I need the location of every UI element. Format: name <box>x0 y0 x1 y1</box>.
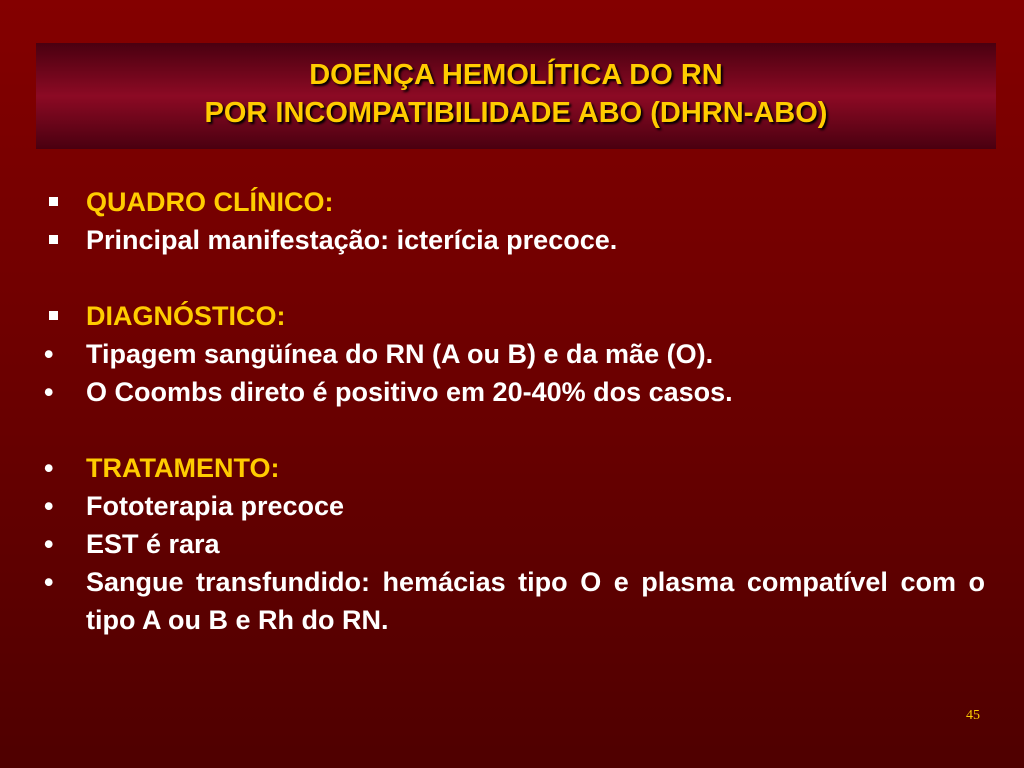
spacer <box>42 411 985 449</box>
slide-title-line-2: POR INCOMPATIBILIDADE ABO (DHRN-ABO) <box>204 97 828 129</box>
list-item-text: O Coombs direto é positivo em 20-40% dos casos. <box>86 377 733 407</box>
list-item: • Tipagem sangüínea do RN (A ou B) e da mãe (O). <box>44 339 714 369</box>
slide-title-line-1: DOENÇA HEMOLÍTICA DO RN <box>309 59 723 91</box>
list-item-text: Principal manifestação: icterícia precoce. <box>86 225 618 255</box>
list-item-text: Sangue transfundido: hemácias tipo O e plasma compatível com o tipo A ou B e Rh do RN. <box>86 567 985 635</box>
heading-text: DIAGNÓSTICO: <box>86 301 286 331</box>
spacer <box>42 259 985 297</box>
list-item: • Sangue transfundido: hemácias tipo O e plasma compatível com o tipo A ou B e Rh do RN. <box>44 567 985 635</box>
section-heading-tratamento: • TRATAMENTO: <box>44 453 280 483</box>
title-bar <box>36 43 996 149</box>
section-heading-diagnostico <box>42 297 985 335</box>
list-item-text: Fototerapia precoce <box>86 491 345 521</box>
slide-content <box>42 183 985 639</box>
heading-text: TRATAMENTO: <box>86 453 280 483</box>
heading-text: QUADRO CLÍNICO: <box>86 187 334 217</box>
list-item-text: EST é rara <box>86 529 220 559</box>
list-item: • O Coombs direto é positivo em 20-40% dos casos. <box>44 377 733 407</box>
list-item: • EST é rara <box>44 529 220 559</box>
list-item <box>42 221 985 259</box>
page-number: 45 <box>966 708 980 723</box>
list-item-text: Tipagem sangüínea do RN (A ou B) e da mãe (O). <box>86 339 714 369</box>
section-heading-quadro-clinico <box>42 183 985 221</box>
list-item: • Fototerapia precoce <box>44 491 345 521</box>
